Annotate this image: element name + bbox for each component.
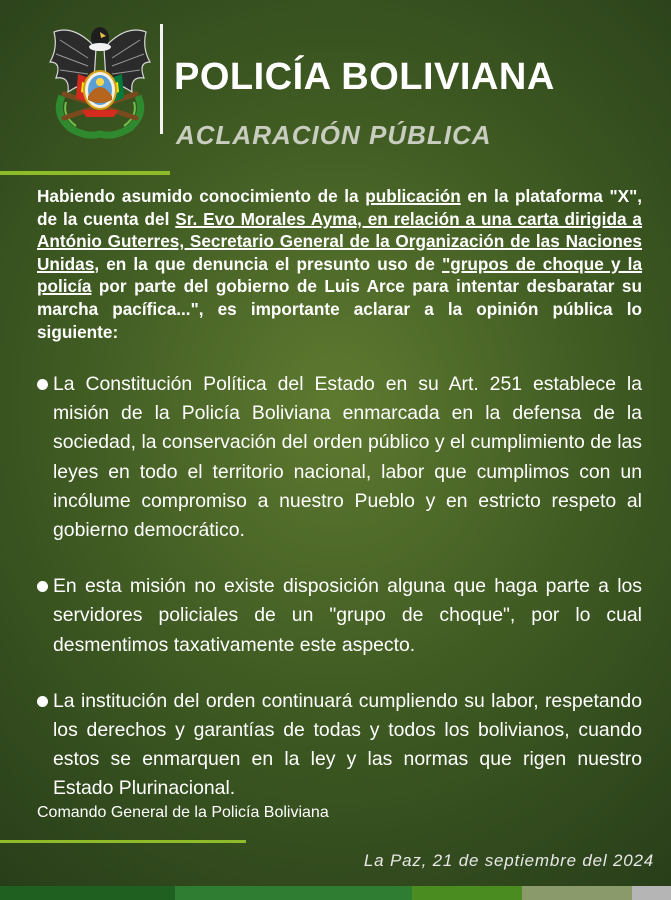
bullet-dot-icon	[37, 581, 48, 592]
header-divider	[160, 24, 163, 134]
intro-text-4: por parte del gobierno de Luis Arce para intentar desbaratar su marcha pacífica...", es importante aclarar a la opinión pública lo siguiente:	[37, 276, 642, 342]
bullet-dot-icon	[37, 379, 48, 390]
footer-segment	[412, 886, 522, 900]
bullet-dot-icon	[37, 696, 48, 707]
bullet-text: En esta misión no existe disposición alguna que haga parte a los servidores policiales de un "grupo de choque", por lo cual desmentimos taxativamente este aspecto.	[53, 575, 642, 656]
signature: Comando General de la Policía Boliviana	[37, 804, 329, 821]
bullet-item	[36, 687, 642, 804]
bullet-item	[36, 370, 642, 545]
footer-segment	[175, 886, 412, 900]
footer-segment	[522, 886, 632, 900]
page-title: POLICÍA BOLIVIANA	[174, 56, 555, 98]
accent-bar-signature	[0, 840, 246, 843]
bullet-item	[36, 572, 642, 660]
bullet-list	[36, 370, 642, 831]
date-line: La Paz, 21 de septiembre del 2024	[363, 851, 654, 870]
intro-underline-1: publicación	[365, 186, 461, 206]
footer-segment	[0, 886, 175, 900]
intro-paragraph	[37, 185, 642, 343]
bullet-text: La institución del orden continuará cumpliendo su labor, respetando los derechos y garantías de todas y todos los bolivianos, cuando estos se enmarquen en la ley y las normas que rigen nuestro Estado Plurinacional.	[53, 689, 642, 800]
footer-color-strip	[0, 886, 671, 900]
bullet-text: La Constitución Política del Estado en su Art. 251 establece la misión de la Policía Boliviana enmarcada en la defensa de la sociedad, la conservación del orden público y el cumplimiento de las leyes en todo el territorio nacional, labor que cumplimos con un incólume compromiso a nuestro Pueblo y en estricto respeto al gobierno democrático.	[53, 373, 642, 542]
intro-underline-3: "grupos de choque y la policía	[37, 253, 643, 297]
accent-bar-top	[0, 171, 170, 175]
page-subtitle: ACLARACIÓN PÚBLICA	[176, 120, 492, 150]
intro-underline-2: Sr. Evo Morales Ayma, en relación a una carta dirigida a António Guterres, Secretario General de la Organización de las Naciones Unidas	[37, 208, 642, 274]
intro-text-1: Habiendo asumido conocimiento de la	[37, 186, 366, 206]
footer-segment	[632, 886, 671, 900]
intro-text-3: , en la que denuncia el presunto uso de	[94, 253, 443, 274]
police-emblem-icon	[48, 18, 152, 140]
intro-text-2: en la plataforma "X", de la cuenta del	[37, 186, 643, 229]
